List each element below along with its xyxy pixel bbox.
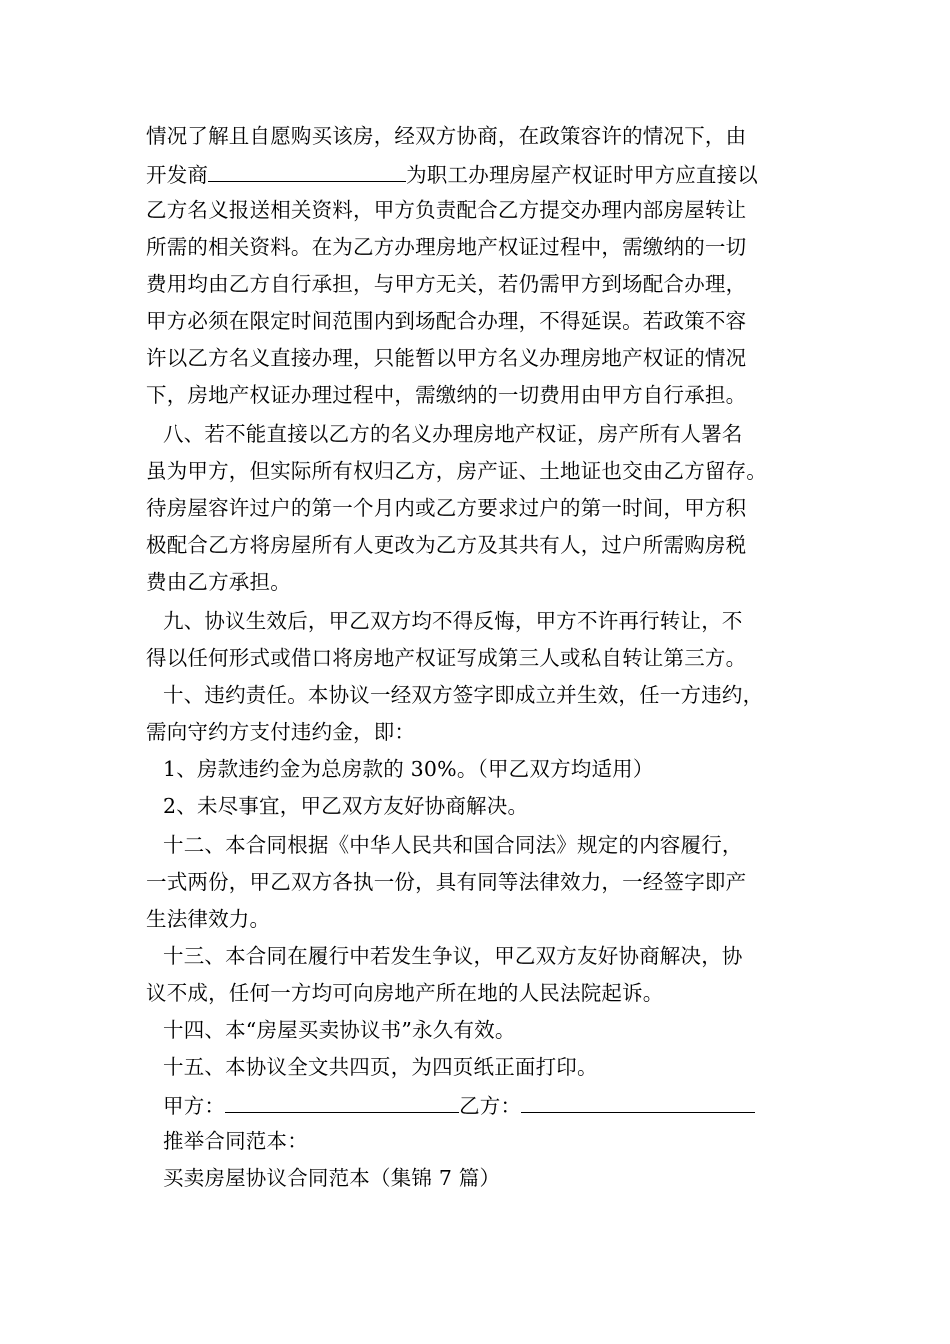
paragraph-line: 费用均由乙方自行承担，与甲方无关，若仍需甲方到场配合办理， [146, 272, 747, 296]
paragraph-line: 所需的相关资料。在为乙方办理房地产权证过程中，需缴纳的一切 [146, 235, 747, 259]
clause-9: 九、协议生效后，甲乙双方均不得反悔，甲方不许再行转让，不 [163, 609, 743, 633]
paragraph-line [146, 159, 758, 187]
party-a-signature-blank [225, 1090, 459, 1113]
paragraph-line: 议不成，任何一方均可向房地产所在地的人民法院起诉。 [146, 981, 664, 1005]
clause-12: 十二、本合同根据《中华人民共和国合同法》规定的内容履行， [163, 833, 743, 857]
sub-item-1: 1、房款违约金为总房款的 30%。（甲乙双方均适用） [163, 757, 654, 781]
clause-15: 十五、本协议全文共四页，为四页纸正面打印。 [163, 1055, 598, 1079]
recommend-link[interactable]: 买卖房屋协议合同范本（集锦 7 篇） [163, 1166, 501, 1190]
party-a-label: 甲方： [163, 1094, 226, 1118]
clause-13: 十三、本合同在履行中若发生争议，甲乙双方友好协商解决，协 [163, 944, 743, 968]
clause-14: 十四、本“房屋买卖协议书”永久有效。 [163, 1018, 516, 1042]
developer-label: 开发商 [146, 163, 209, 187]
paragraph-line: 甲方必须在限定时间范围内到场配合办理，不得延误。若政策不容 [146, 309, 747, 333]
developer-blank [208, 159, 406, 182]
recommend-heading: 推举合同范本： [163, 1129, 308, 1153]
paragraph-line: 一式两份，甲乙双方各执一份，具有同等法律效力，一经签字即产 [146, 870, 747, 894]
paragraph-line: 待房屋容许过户的第一个月内或乙方要求过户的第一时间，甲方积 [146, 496, 747, 520]
developer-line-text: 为职工办理房屋产权证时甲方应直接以 [406, 163, 759, 187]
paragraph-line: 需向守约方支付违约金，即： [146, 720, 416, 744]
paragraph-line: 极配合乙方将房屋所有人更改为乙方及其共有人，过户所需购房税 [146, 533, 747, 557]
paragraph-line: 许以乙方名义直接办理，只能暂以甲方名义办理房地产权证的情况 [146, 346, 747, 370]
paragraph-line: 情况了解且自愿购买该房，经双方协商，在政策容许的情况下，由 [146, 124, 747, 148]
paragraph-line: 乙方名义报送相关资料，甲方负责配合乙方提交办理内部房屋转让 [146, 198, 747, 222]
party-b-signature-blank [521, 1090, 755, 1113]
paragraph-line: 虽为甲方，但实际所有权归乙方，房产证、土地证也交由乙方留存。 [146, 459, 767, 483]
sub-item-2: 2、未尽事宜，甲乙双方友好协商解决。 [163, 794, 529, 818]
paragraph-line: 得以任何形式或借口将房地产权证写成第三人或私自转让第三方。 [146, 646, 747, 670]
paragraph-line: 费由乙方承担。 [146, 570, 291, 594]
clause-8: 八、若不能直接以乙方的名义办理房地产权证，房产所有人署名 [163, 422, 743, 446]
paragraph-line: 下，房地产权证办理过程中，需缴纳的一切费用由甲方自行承担。 [146, 383, 747, 407]
paragraph-line: 生法律效力。 [146, 907, 271, 931]
signature-line [163, 1090, 755, 1118]
party-b-label: 乙方： [459, 1094, 522, 1118]
clause-10: 十、违约责任。本协议一经双方签字即成立并生效，任一方违约， [163, 683, 764, 707]
